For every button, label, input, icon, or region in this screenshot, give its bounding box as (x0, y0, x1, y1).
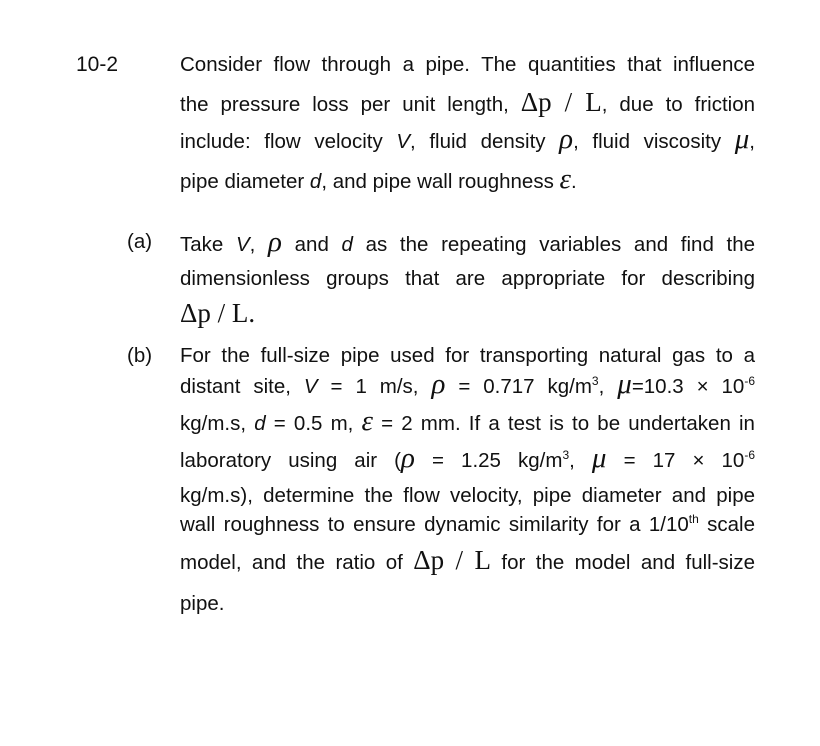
density-symbol: ρ (268, 226, 282, 258)
intro-text: , fluid viscosity (573, 130, 722, 153)
part-b-text: = 0.717 $kg/m^3$, (458, 374, 605, 398)
part-b-line-2 (180, 370, 755, 401)
intro-line-4: pipe diameter d, and pipe wall roughness ε. (180, 163, 577, 195)
diameter-symbol: d (341, 233, 353, 256)
intro-line-1 (180, 51, 755, 79)
part-b-text: kg/m.s, (180, 412, 247, 435)
part-b-text: kg/m.s), determine the flow velocity, pipe diameter and pipe (180, 484, 755, 507)
intro-line-3: include: flow velocity V, fluid density ρ, fluid viscosity μ, (180, 123, 755, 155)
density-symbol: ρ (559, 123, 574, 155)
pressure-loss-symbol: Δp / L (520, 87, 602, 117)
part-a-text: Take (180, 233, 224, 256)
part-b-label: (b) (127, 344, 153, 367)
intro-text: include: flow velocity (180, 130, 383, 153)
part-b-line-6 (180, 511, 755, 539)
intro-text: pipe diameter (180, 170, 305, 193)
part-b-text: = 1 m/s, (330, 375, 419, 398)
intro-text: Consider flow through a pipe. The quantities that influence (180, 53, 755, 76)
part-a-line-1: Take V, ρ and d as the repeating variables and find the (180, 226, 756, 258)
intro-text: , and pipe wall roughness (321, 170, 554, 193)
part-a-line-2 (180, 265, 755, 293)
intro-text: the pressure loss per unit length, (180, 93, 509, 116)
part-b-text: = $17 \times 10^{-6}$ (623, 448, 755, 472)
part-b-line-3 (180, 407, 755, 438)
intro-text: , due to friction (601, 93, 756, 116)
density-symbol: ρ (431, 368, 446, 400)
viscosity-symbol: μ (734, 123, 750, 155)
part-b-line-7 (180, 546, 755, 577)
part-b-text: scale (707, 513, 755, 536)
velocity-symbol: V (396, 130, 411, 153)
part-b-text: distant site, (180, 375, 291, 398)
pressure-loss-symbol: Δp / L (180, 298, 249, 328)
part-b-text: for the model and full-size (501, 551, 755, 574)
part-a-text: and (294, 233, 329, 256)
density-symbol: ρ (401, 442, 415, 474)
roughness-symbol: ε (559, 163, 571, 195)
part-b-text: model, and the ratio of (180, 551, 403, 574)
part-b-text: = 1.25 $kg/m^3$, (432, 448, 575, 472)
part-a-line-3: Δp / L. (180, 298, 256, 328)
part-b-text: For the full-size pipe used for transporting natural gas to a (180, 344, 755, 367)
part-b-line-5 (180, 482, 755, 510)
roughness-symbol: ε (361, 405, 373, 437)
part-b-text: = 0.5 m, (273, 412, 354, 435)
part-b-line-8 (180, 590, 224, 618)
part-b-line-4 (180, 444, 755, 475)
part-b-text: = 2 mm. If a test is to be undertaken in (381, 412, 755, 435)
viscosity-symbol: μ (617, 368, 632, 400)
part-b-text: laboratory using air ( (180, 449, 401, 472)
velocity-symbol: V (235, 233, 250, 256)
pressure-loss-symbol: Δp / L (413, 545, 492, 575)
part-b-text: $=10.3 \times 10^{-6}$ (631, 374, 756, 398)
velocity-symbol: V (303, 375, 318, 398)
viscosity-symbol: μ (591, 442, 607, 474)
part-b-text: pipe. (180, 592, 225, 615)
part-a-text: as the repeating variables and find the (365, 233, 756, 256)
part-a-label: (a) (127, 230, 153, 253)
part-a-text: dimensionless groups that are appropriate for describing (180, 267, 755, 290)
problem-number: 10-2 (76, 53, 119, 76)
intro-text: , fluid density (410, 130, 546, 153)
diameter-symbol: d (254, 412, 266, 435)
part-b-text: wall roughness to ensure dynamic similarity for a 1/10th (180, 512, 699, 536)
part-b-line-1 (180, 342, 755, 370)
intro-line-2 (180, 88, 755, 119)
diameter-symbol: d (309, 170, 322, 193)
